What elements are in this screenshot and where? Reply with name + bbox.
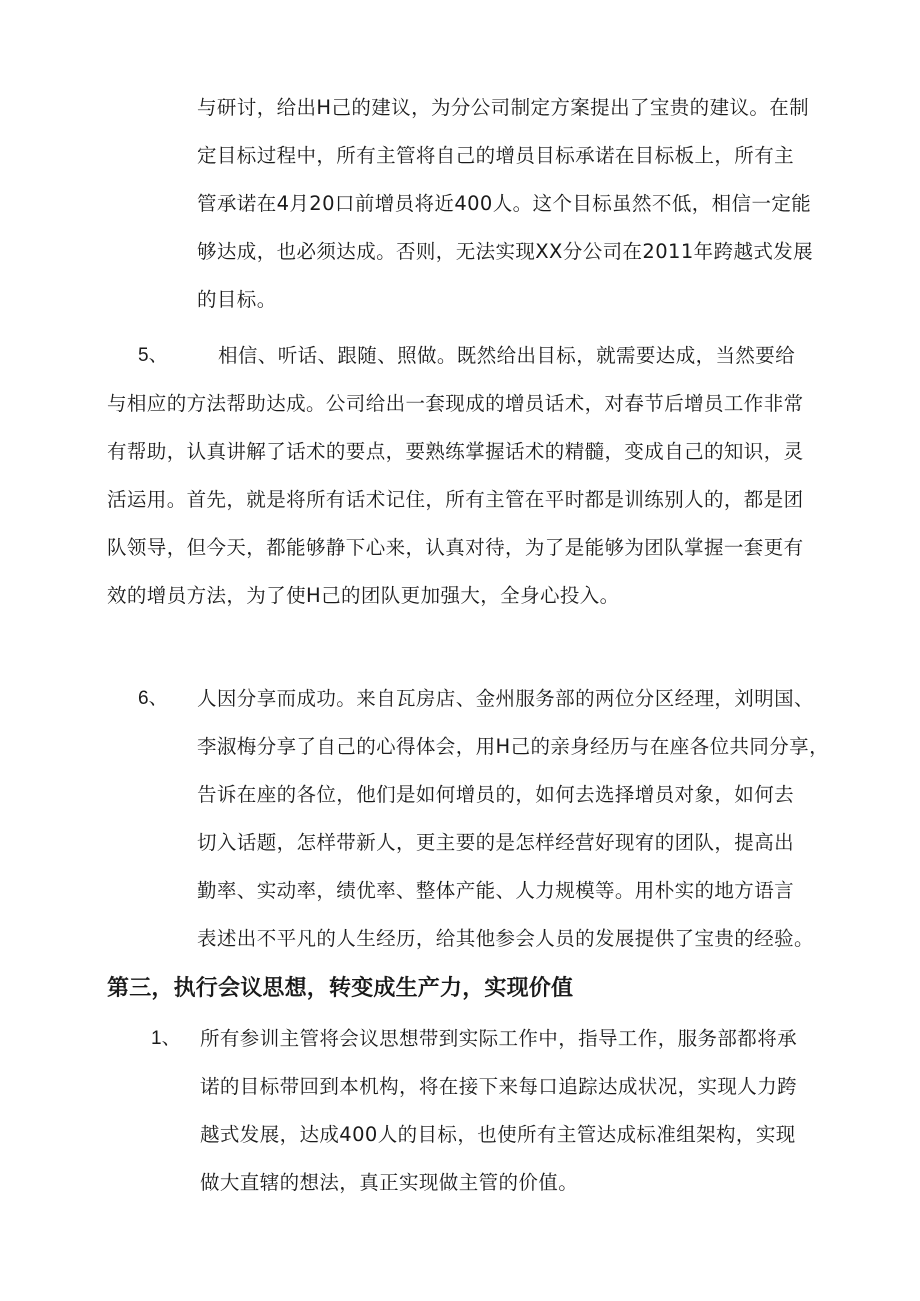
item-number: 1、 bbox=[151, 1028, 181, 1049]
text-line: 切入话题，怎样带新人，更主要的是怎样经营好现宥的团队，提高出 bbox=[197, 831, 795, 854]
text-line: 越式发展，达成400人的目标，也使所有主管达成标准组架构，实现 bbox=[200, 1123, 796, 1146]
text-line: 效的增员方法，为了使H己的团队更加强大，全身心投入。 bbox=[107, 584, 620, 607]
text-line: 勤率、实动率，绩优率、整体产能、人力规模等。用朴实的地方语言 bbox=[197, 879, 795, 902]
text-line: 表述出不平凡的人生经历，给其他参会人员的发展提供了宝贵的经验。 bbox=[197, 927, 814, 950]
item-number: 6、 bbox=[138, 688, 168, 709]
text-line: 诺的目标带回到本机构，将在接下来每口追踪达成状况，实现人力跨 bbox=[200, 1075, 798, 1098]
text-line: 告诉在座的各位，他们是如何增员的，如何去选择增员对象，如何去 bbox=[197, 783, 795, 806]
text-line: 管承诺在4月20口前增员将近400人。这个目标虽然不低，相信一定能 bbox=[197, 192, 812, 215]
text-line: 定目标过程中，所有主管将自己的增员目标承诺在目标板上，所有主 bbox=[197, 144, 795, 167]
text-line: 所有参训主管将会议思想带到实际工作中，指导工作，服务部都将承 bbox=[200, 1027, 798, 1050]
text-line: 与研讨，给出H己的建议，为分公司制定方案提出了宝贵的建议。在制 bbox=[197, 96, 810, 119]
text-line: 的目标。 bbox=[197, 288, 277, 311]
item-number: 5、 bbox=[138, 345, 168, 366]
text-line: 做大直辖的想法，真正实现做主管的价值。 bbox=[200, 1171, 579, 1194]
text-line: 与相应的方法帮助达成。公司给出一套现成的增员话术，对春节后增员工作非常 bbox=[107, 392, 804, 415]
text-line: 活运用。首先，就是将所有话术记住，所有主管在平时都是训练别人的，都是团 bbox=[107, 488, 804, 511]
text-line: 够达成，也必须达成。否则，无法实现XX分公司在2011年跨越式发展 bbox=[197, 240, 814, 263]
section-heading: 第三，执行会议思想，转变成生产力，实现价值 bbox=[107, 976, 574, 1001]
text-line: 相信、听话、跟随、照做。既然给出目标，就需要达成，当然要给 bbox=[218, 344, 796, 367]
text-line: 有帮助，认真讲解了话术的要点，要熟练掌握话术的精髓，变成自己的知识，灵 bbox=[107, 440, 804, 463]
text-line: 队领导，但今天，都能够静下心来，认真对待，为了是能够为团队掌握一套更有 bbox=[107, 536, 804, 559]
text-line: 人因分享而成功。来自瓦房店、金州服务部的两位分区经理，刘明国、 bbox=[197, 687, 814, 710]
text-line: 李淑梅分享了自己的心得体会，用H己的亲身经历与在座各位共同分享， bbox=[197, 735, 829, 758]
